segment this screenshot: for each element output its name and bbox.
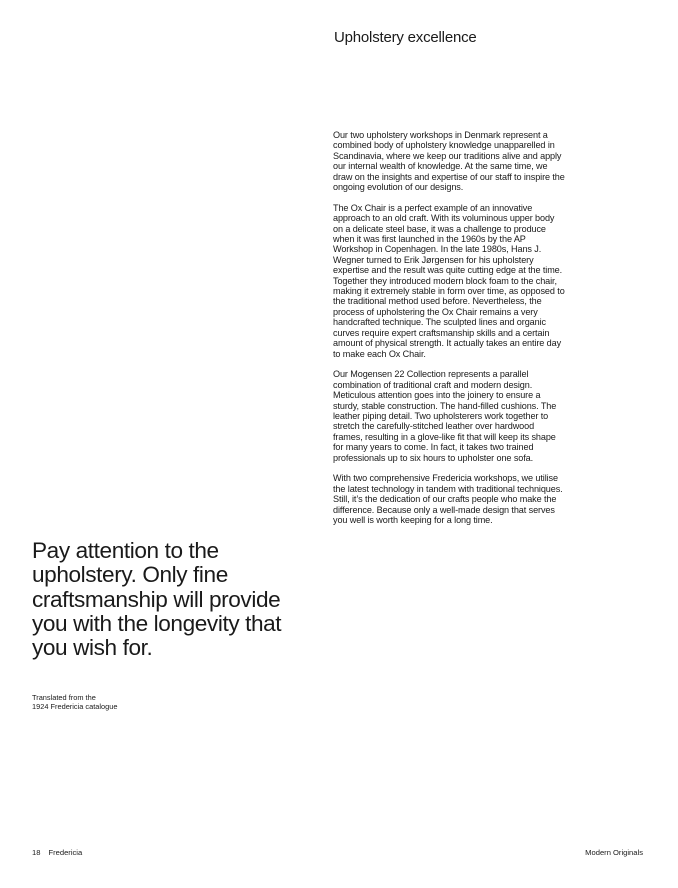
quote-source-line: 1924 Fredericia catalogue	[32, 702, 118, 711]
quote-source-line: Translated from the	[32, 693, 96, 702]
page-number: 18	[32, 848, 41, 857]
body-paragraph: The Ox Chair is a perfect example of an innovative approach to an old craft. With its voluminous upper body on a delicate steel base, it was a challenge to produce when it was first launched in the 1960s by the AP Workshop in Copenhagen. In the late 1980s, Hans J. Wegner turned to Erik Jørgensen for his upholstery expertise and the result was quite cutting edge at the time. Together they introduced modern block foam to the chair, making it extremely stable in form over time, as opposed to the traditional method used before. Nevertheless, the process of upholstering the Ox Chair remains a very handcrafted technique. The sculpted lines and organic curves require expert craftsmanship skills and a certain amount of physical strength. It actually takes an entire day to make each Ox Chair.	[333, 202, 565, 359]
footer-publication: Modern Originals	[585, 848, 643, 857]
footer-left	[32, 848, 82, 857]
body-paragraph: Our Mogensen 22 Collection represents a parallel combination of traditional craft and modern design. Meticulous attention goes into the joinery to ensure a sturdy, stable construction. The hand-filled cushions. The leather piping detail. Two upholsterers work together to stretch the carefully-stitched leather over hardwood frames, resulting in a glove-like fit that will keep its shape for many years to come. In fact, it takes two trained professionals up to six hours to upholster one sofa.	[333, 369, 557, 463]
body-text	[333, 130, 565, 536]
footer-brand: Fredericia	[48, 848, 83, 857]
section-title: Upholstery excellence	[334, 29, 477, 46]
quote-source	[32, 693, 117, 711]
pullquote: Pay attention to the upholstery. Only fine craftsmanship will provide you with the longevity that you wish for.	[32, 538, 282, 661]
body-paragraph: With two comprehensive Fredericia workshops, we utilise the latest technology in tandem with traditional techniques. Still, it’s the dedication of our crafts people who make the difference. Because only a well-made design that serves you well is worth keeping for a long time.	[333, 473, 563, 525]
body-paragraph: Our two upholstery workshops in Denmark represent a combined body of upholstery knowledge unapparelled in Scandinavia, where we keep our traditions alive and apply our internal wealth of knowledge. At the same time, we draw on the insights and expertise of our staff to inspire the ongoing evolution of our designs.	[333, 130, 565, 193]
